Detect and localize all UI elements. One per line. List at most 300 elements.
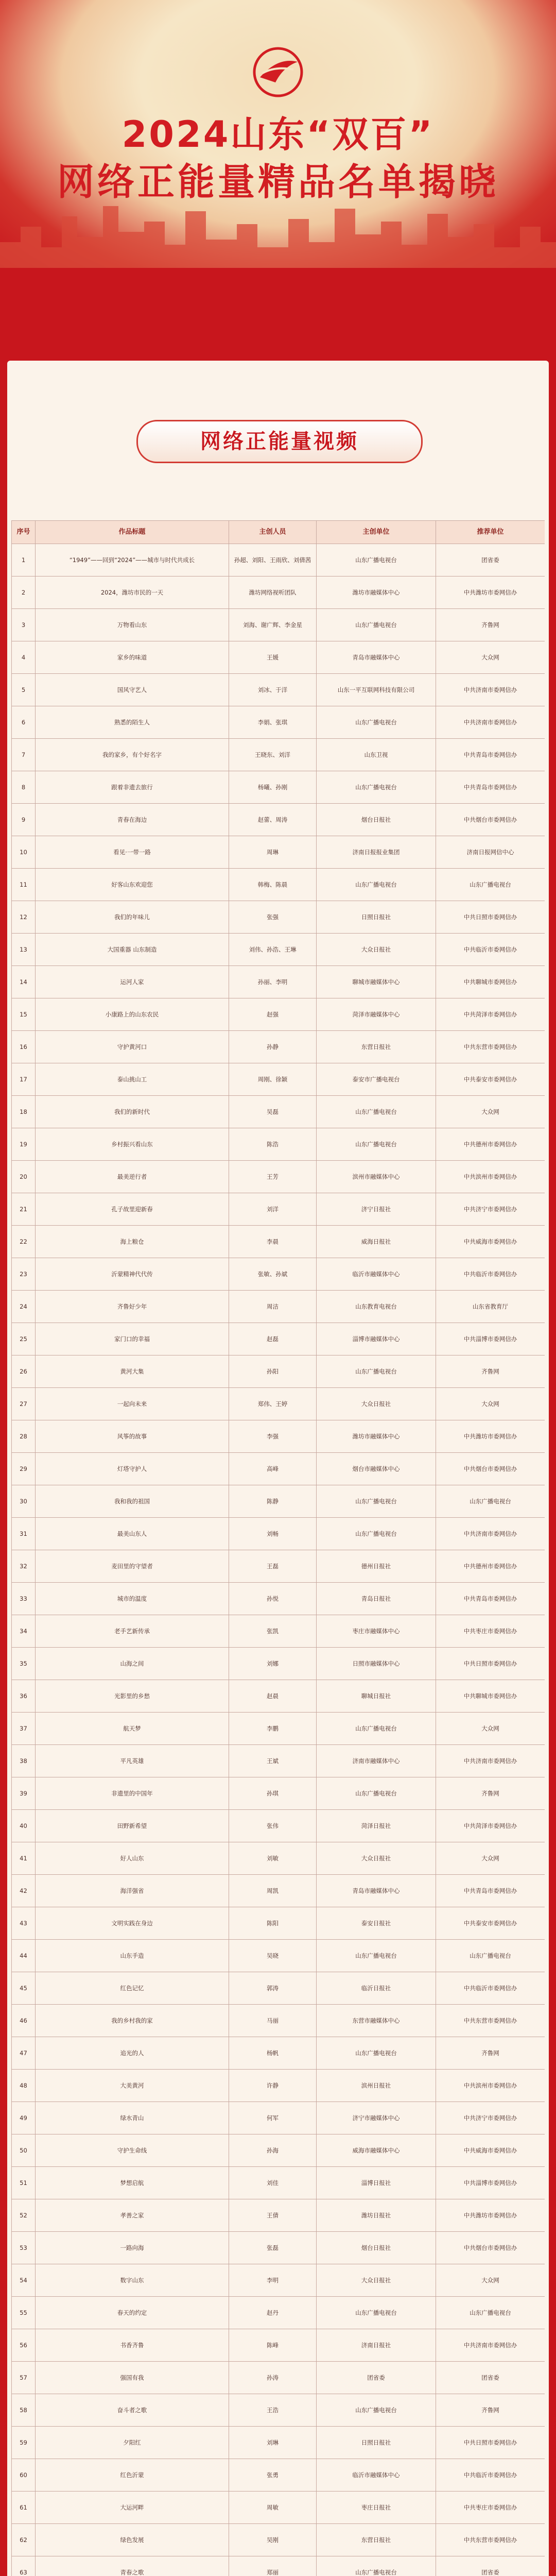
cell-creators: 王斌 xyxy=(229,1745,317,1777)
page-title-line-1: 2024山东“双百” xyxy=(121,113,435,156)
cell-index: 11 xyxy=(12,869,36,901)
cell-unit: 青岛日报社 xyxy=(317,1583,436,1615)
cell-unit: 山东广播电视台 xyxy=(317,771,436,804)
cell-index: 21 xyxy=(12,1193,36,1226)
cell-recommender: 中共日照市委网信办 xyxy=(436,2427,545,2459)
cell-creators: 孙涛 xyxy=(229,2362,317,2394)
cell-recommender: 山东广播电视台 xyxy=(436,869,545,901)
table-row xyxy=(12,934,545,966)
cell-title: 海洋强省 xyxy=(36,1875,229,1907)
table-row xyxy=(12,2394,545,2427)
cell-index: 7 xyxy=(12,739,36,771)
table-row xyxy=(12,1323,545,1355)
cell-creators: 何军 xyxy=(229,2102,317,2134)
cell-recommender: 中共枣庄市委网信办 xyxy=(436,2492,545,2524)
cell-recommender: 中共聊城市委网信办 xyxy=(436,966,545,998)
cell-recommender: 中共烟台市委网信办 xyxy=(436,804,545,836)
cell-index: 41 xyxy=(12,1842,36,1875)
cell-unit: 山东广播电视台 xyxy=(317,1940,436,1972)
cell-unit: 青岛市融媒体中心 xyxy=(317,641,436,674)
cell-creators: 张强 xyxy=(229,901,317,934)
cell-title: 运河人家 xyxy=(36,966,229,998)
cell-unit: 东营日报社 xyxy=(317,1031,436,1063)
table-row xyxy=(12,1258,545,1291)
cell-index: 30 xyxy=(12,1485,36,1518)
table-row xyxy=(12,1388,545,1420)
cell-unit: 枣庄日报社 xyxy=(317,2492,436,2524)
table-row xyxy=(12,2199,545,2232)
cell-index: 3 xyxy=(12,609,36,641)
cell-recommender: 中共枣庄市委网信办 xyxy=(436,1615,545,1648)
cell-recommender: 中共济宁市委网信办 xyxy=(436,2102,545,2134)
cell-recommender: 大众网 xyxy=(436,641,545,674)
cell-title: 数字山东 xyxy=(36,2264,229,2297)
cell-creators: 吴磊 xyxy=(229,1096,317,1128)
cell-unit: 济南日报社 xyxy=(317,2329,436,2362)
cell-title: 好人山东 xyxy=(36,1842,229,1875)
table-row xyxy=(12,1907,545,1940)
table-row xyxy=(12,2492,545,2524)
cell-title: 熟悉的陌生人 xyxy=(36,706,229,739)
cell-index: 49 xyxy=(12,2102,36,2134)
cell-unit: 大众日报社 xyxy=(317,1388,436,1420)
cell-recommender: 齐鲁网 xyxy=(436,2394,545,2427)
table-header-row xyxy=(12,521,545,544)
cell-creators: 赵丹 xyxy=(229,2297,317,2329)
table-row xyxy=(12,2362,545,2394)
cell-creators: 赵强 xyxy=(229,998,317,1031)
cell-recommender: 团省委 xyxy=(436,2362,545,2394)
cell-unit: 临沂市融媒体中心 xyxy=(317,1258,436,1291)
cell-unit: 山东广播电视台 xyxy=(317,1355,436,1388)
cell-creators: 张伟 xyxy=(229,1810,317,1842)
cell-index: 43 xyxy=(12,1907,36,1940)
cell-title: 航天梦 xyxy=(36,1713,229,1745)
cell-creators: 潍坊网络视听团队 xyxy=(229,577,317,609)
cell-unit: 山东广播电视台 xyxy=(317,2556,436,2576)
cell-unit: 聊城市融媒体中心 xyxy=(317,966,436,998)
cell-unit: 山东广播电视台 xyxy=(317,706,436,739)
cell-recommender: 中共济南市委网信办 xyxy=(436,706,545,739)
cell-creators: 周洁 xyxy=(229,1291,317,1323)
cell-recommender: 中共东营市委网信办 xyxy=(436,2524,545,2556)
cell-unit: 潍坊市融媒体中心 xyxy=(317,577,436,609)
cell-creators: 李鹏 xyxy=(229,1713,317,1745)
cell-recommender: 中共烟台市委网信办 xyxy=(436,1453,545,1485)
cell-index: 56 xyxy=(12,2329,36,2362)
cell-unit: 山东教育电视台 xyxy=(317,1291,436,1323)
cell-unit: 临沂市融媒体中心 xyxy=(317,2459,436,2492)
cell-unit: 德州日报社 xyxy=(317,1550,436,1583)
cell-title: 书香齐鲁 xyxy=(36,2329,229,2362)
cell-title: 我们的年味儿 xyxy=(36,901,229,934)
cell-recommender: 中共潍坊市委网信办 xyxy=(436,2199,545,2232)
cell-recommender: 中共德州市委网信办 xyxy=(436,1550,545,1583)
cell-index: 31 xyxy=(12,1518,36,1550)
cell-title: 田野新希望 xyxy=(36,1810,229,1842)
cell-unit: 枣庄市融媒体中心 xyxy=(317,1615,436,1648)
cell-index: 26 xyxy=(12,1355,36,1388)
cell-creators: 张勇 xyxy=(229,2459,317,2492)
cell-recommender: 中共威海市委网信办 xyxy=(436,2134,545,2167)
cell-creators: 郑伟、王婷 xyxy=(229,1388,317,1420)
cell-index: 33 xyxy=(12,1583,36,1615)
cell-unit: 淄博日报社 xyxy=(317,2167,436,2199)
cell-unit: 济宁市融媒体中心 xyxy=(317,2102,436,2134)
cell-index: 18 xyxy=(12,1096,36,1128)
table-row xyxy=(12,1777,545,1810)
page-title-line-2: 网络正能量精品名单揭晓 xyxy=(57,160,499,204)
cell-unit: 山东广播电视台 xyxy=(317,2394,436,2427)
cell-recommender: 齐鲁网 xyxy=(436,609,545,641)
header-banner xyxy=(0,0,556,268)
cell-index: 36 xyxy=(12,1680,36,1713)
cell-creators: 赵蕾、周涛 xyxy=(229,804,317,836)
cell-creators: 王磊 xyxy=(229,1550,317,1583)
column-header-index: 序号 xyxy=(12,521,36,544)
cell-creators: 吴晓 xyxy=(229,1940,317,1972)
cell-title: 奋斗者之歌 xyxy=(36,2394,229,2427)
cell-recommender: 山东广播电视台 xyxy=(436,2297,545,2329)
table-row xyxy=(12,2329,545,2362)
cell-recommender: 中共威海市委网信办 xyxy=(436,1226,545,1258)
cell-unit: 威海市融媒体中心 xyxy=(317,2134,436,2167)
table-row xyxy=(12,1031,545,1063)
cell-recommender: 中共临沂市委网信办 xyxy=(436,1972,545,2005)
cell-recommender: 中共烟台市委网信办 xyxy=(436,2232,545,2264)
cell-title: 麦田里的守望者 xyxy=(36,1550,229,1583)
table-row xyxy=(12,901,545,934)
cell-creators: 张凯 xyxy=(229,1615,317,1648)
cell-title: 最美山东人 xyxy=(36,1518,229,1550)
cell-title: 红色记忆 xyxy=(36,1972,229,2005)
cell-creators: 王晓东、刘洋 xyxy=(229,739,317,771)
cell-title: 大国重器 山东制造 xyxy=(36,934,229,966)
section-title: 网络正能量视频 xyxy=(136,420,423,463)
cell-index: 9 xyxy=(12,804,36,836)
cell-title: 孔子故里迎新春 xyxy=(36,1193,229,1226)
table-row xyxy=(12,1875,545,1907)
cell-unit: 山东广播电视台 xyxy=(317,1096,436,1128)
cell-recommender: 齐鲁网 xyxy=(436,2037,545,2070)
cell-unit: 山东广播电视台 xyxy=(317,869,436,901)
cell-creators: 孙超、刘阳、王雨欣、刘倩茜 xyxy=(229,544,317,577)
cell-unit: 山东一平互联网科技有限公司 xyxy=(317,674,436,706)
cell-unit: 菏泽日报社 xyxy=(317,1810,436,1842)
cell-title: 老手艺新传承 xyxy=(36,1615,229,1648)
table-row xyxy=(12,2232,545,2264)
cell-creators: 李娟、张琪 xyxy=(229,706,317,739)
cell-unit: 潍坊市融媒体中心 xyxy=(317,1420,436,1453)
cell-unit: 山东广播电视台 xyxy=(317,544,436,577)
table-row xyxy=(12,1745,545,1777)
cell-title: 万物看山东 xyxy=(36,609,229,641)
cell-creators: 刘伟、孙浩、王琳 xyxy=(229,934,317,966)
table-row xyxy=(12,2264,545,2297)
cell-index: 25 xyxy=(12,1323,36,1355)
cell-title: 山海之间 xyxy=(36,1648,229,1680)
cell-index: 27 xyxy=(12,1388,36,1420)
table-row xyxy=(12,869,545,901)
cell-unit: 菏泽市融媒体中心 xyxy=(317,998,436,1031)
cell-index: 50 xyxy=(12,2134,36,2167)
cell-creators: 王倩 xyxy=(229,2199,317,2232)
cell-recommender: 大众网 xyxy=(436,2264,545,2297)
cell-unit: 济宁日报社 xyxy=(317,1193,436,1226)
table-row xyxy=(12,1713,545,1745)
cell-recommender: 齐鲁网 xyxy=(436,1355,545,1388)
cell-recommender: 中共菏泽市委网信办 xyxy=(436,1810,545,1842)
cell-creators: 李晨 xyxy=(229,1226,317,1258)
cell-index: 34 xyxy=(12,1615,36,1648)
cell-title: 梦想启航 xyxy=(36,2167,229,2199)
cell-index: 47 xyxy=(12,2037,36,2070)
cell-creators: 孙静 xyxy=(229,1031,317,1063)
cell-recommender: 大众网 xyxy=(436,1842,545,1875)
cell-title: 守护黄河口 xyxy=(36,1031,229,1063)
cell-creators: 杨曦、孙刚 xyxy=(229,771,317,804)
cell-creators: 刘冰、于洋 xyxy=(229,674,317,706)
cell-unit: 烟台市融媒体中心 xyxy=(317,1453,436,1485)
cell-unit: 山东广播电视台 xyxy=(317,1485,436,1518)
cell-recommender: 中共青岛市委网信办 xyxy=(436,739,545,771)
cell-creators: 郭涛 xyxy=(229,1972,317,2005)
cell-creators: 李强 xyxy=(229,1420,317,1453)
cell-title: 绿水青山 xyxy=(36,2102,229,2134)
cell-unit: 山东广播电视台 xyxy=(317,609,436,641)
works-table xyxy=(11,520,545,2576)
table-row xyxy=(12,706,545,739)
cell-title: 黄河大集 xyxy=(36,1355,229,1388)
cell-creators: 刘洋 xyxy=(229,1193,317,1226)
cell-creators: 孙悦 xyxy=(229,1583,317,1615)
table-row xyxy=(12,1193,545,1226)
cell-unit: 滨州市融媒体中心 xyxy=(317,1161,436,1193)
cell-creators: 刘娜 xyxy=(229,1648,317,1680)
cell-title: 春天的约定 xyxy=(36,2297,229,2329)
cell-index: 39 xyxy=(12,1777,36,1810)
cell-recommender: 中共济南市委网信办 xyxy=(436,1518,545,1550)
cell-title: 灯塔守护人 xyxy=(36,1453,229,1485)
cell-title: 沂蒙精神代代传 xyxy=(36,1258,229,1291)
table-row xyxy=(12,1063,545,1096)
cell-unit: 山东广播电视台 xyxy=(317,1777,436,1810)
cell-recommender: 中共菏泽市委网信办 xyxy=(436,998,545,1031)
cell-creators: 张敏、孙斌 xyxy=(229,1258,317,1291)
table-row xyxy=(12,1453,545,1485)
cell-creators: 周琳 xyxy=(229,836,317,869)
cell-recommender: 中共日照市委网信办 xyxy=(436,1648,545,1680)
cell-title: 2024，潍坊市民的一天 xyxy=(36,577,229,609)
cell-creators: 郑丽 xyxy=(229,2556,317,2576)
cell-creators: 陈峰 xyxy=(229,2329,317,2362)
cell-creators: 孙琪 xyxy=(229,1777,317,1810)
cell-index: 35 xyxy=(12,1648,36,1680)
cell-title: 城市的温度 xyxy=(36,1583,229,1615)
cell-index: 20 xyxy=(12,1161,36,1193)
cell-unit: 威海日报社 xyxy=(317,1226,436,1258)
table-row xyxy=(12,1485,545,1518)
cell-index: 28 xyxy=(12,1420,36,1453)
table-row xyxy=(12,1842,545,1875)
cell-unit: 山东广播电视台 xyxy=(317,2297,436,2329)
cell-unit: 日照日报社 xyxy=(317,901,436,934)
table-row xyxy=(12,1518,545,1550)
table-row xyxy=(12,1648,545,1680)
cell-creators: 吴刚 xyxy=(229,2524,317,2556)
cell-index: 14 xyxy=(12,966,36,998)
cell-title: 跟着非遗去旅行 xyxy=(36,771,229,804)
cell-index: 4 xyxy=(12,641,36,674)
cell-creators: 刘海、谢广辉、李金星 xyxy=(229,609,317,641)
cell-recommender: 中共淄博市委网信办 xyxy=(436,1323,545,1355)
table-row xyxy=(12,739,545,771)
cell-recommender: 中共淄博市委网信办 xyxy=(436,2167,545,2199)
cell-index: 16 xyxy=(12,1031,36,1063)
cell-index: 45 xyxy=(12,1972,36,2005)
cell-unit: 东营市融媒体中心 xyxy=(317,2005,436,2037)
cell-title: 我的家乡，有个好名字 xyxy=(36,739,229,771)
cell-creators: 马丽 xyxy=(229,2005,317,2037)
cell-unit: 淄博市融媒体中心 xyxy=(317,1323,436,1355)
cell-index: 19 xyxy=(12,1128,36,1161)
cell-index: 61 xyxy=(12,2492,36,2524)
table-row xyxy=(12,998,545,1031)
cell-index: 58 xyxy=(12,2394,36,2427)
cell-index: 1 xyxy=(12,544,36,577)
table-row xyxy=(12,966,545,998)
column-header-creators: 主创人员 xyxy=(229,521,317,544)
column-header-title: 作品标题 xyxy=(36,521,229,544)
table-row xyxy=(12,1550,545,1583)
cell-index: 6 xyxy=(12,706,36,739)
cell-index: 12 xyxy=(12,901,36,934)
column-header-unit: 主创单位 xyxy=(317,521,436,544)
cell-title: 非遗里的中国年 xyxy=(36,1777,229,1810)
cell-index: 32 xyxy=(12,1550,36,1583)
table-row xyxy=(12,1972,545,2005)
cell-creators: 周敏 xyxy=(229,2492,317,2524)
cell-creators: 孙阳 xyxy=(229,1355,317,1388)
cell-index: 40 xyxy=(12,1810,36,1842)
table-row xyxy=(12,1420,545,1453)
logo-emblem-icon xyxy=(247,41,309,103)
cell-creators: 高峰 xyxy=(229,1453,317,1485)
cell-recommender: 中共青岛市委网信办 xyxy=(436,1583,545,1615)
table-row xyxy=(12,1615,545,1648)
cell-unit: 聊城日报社 xyxy=(317,1680,436,1713)
cell-index: 63 xyxy=(12,2556,36,2576)
cell-recommender: 济南日报网信中心 xyxy=(436,836,545,869)
cell-recommender: 中共临沂市委网信办 xyxy=(436,1258,545,1291)
cell-index: 55 xyxy=(12,2297,36,2329)
cell-recommender: 中共东营市委网信办 xyxy=(436,1031,545,1063)
cell-title: 孝善之家 xyxy=(36,2199,229,2232)
table-row xyxy=(12,1680,545,1713)
table-row xyxy=(12,2556,545,2576)
cell-recommender: 中共济宁市委网信办 xyxy=(436,1193,545,1226)
table-row xyxy=(12,2167,545,2199)
cell-unit: 东营日报社 xyxy=(317,2524,436,2556)
cell-unit: 山东广播电视台 xyxy=(317,1128,436,1161)
cell-unit: 潍坊日报社 xyxy=(317,2199,436,2232)
cell-unit: 大众日报社 xyxy=(317,934,436,966)
cell-index: 54 xyxy=(12,2264,36,2297)
cell-creators: 王媛 xyxy=(229,641,317,674)
cell-index: 8 xyxy=(12,771,36,804)
table-row xyxy=(12,1940,545,1972)
cell-recommender: 山东广播电视台 xyxy=(436,1485,545,1518)
cell-title: 红色沂蒙 xyxy=(36,2459,229,2492)
cell-creators: 陈阳 xyxy=(229,1907,317,1940)
cell-creators: 刘畅 xyxy=(229,1518,317,1550)
cell-title: 守护生命线 xyxy=(36,2134,229,2167)
cell-title: 大运河畔 xyxy=(36,2492,229,2524)
cell-index: 22 xyxy=(12,1226,36,1258)
cell-title: 我和我的祖国 xyxy=(36,1485,229,1518)
cell-creators: 杨帆 xyxy=(229,2037,317,2070)
table-body xyxy=(12,544,545,2576)
cell-unit: 山东卫视 xyxy=(317,739,436,771)
cell-recommender: 中共日照市委网信办 xyxy=(436,901,545,934)
table-row xyxy=(12,836,545,869)
cell-index: 46 xyxy=(12,2005,36,2037)
table-row xyxy=(12,609,545,641)
cell-title: 光影里的乡愁 xyxy=(36,1680,229,1713)
cell-recommender: 中共临沂市委网信办 xyxy=(436,934,545,966)
cell-unit: 山东广播电视台 xyxy=(317,1518,436,1550)
cell-index: 13 xyxy=(12,934,36,966)
cell-unit: 日照市融媒体中心 xyxy=(317,1648,436,1680)
cell-title: 追光的人 xyxy=(36,2037,229,2070)
cell-creators: 许静 xyxy=(229,2070,317,2102)
cell-unit: 日照日报社 xyxy=(317,2427,436,2459)
cell-title: 青春在海边 xyxy=(36,804,229,836)
cell-title: 绿色发展 xyxy=(36,2524,229,2556)
table-row xyxy=(12,771,545,804)
cell-index: 23 xyxy=(12,1258,36,1291)
table-row xyxy=(12,1226,545,1258)
cell-recommender: 中共济南市委网信办 xyxy=(436,1745,545,1777)
cell-index: 2 xyxy=(12,577,36,609)
cell-creators: 刘敏 xyxy=(229,1842,317,1875)
table-row xyxy=(12,1355,545,1388)
cell-recommender: 团省委 xyxy=(436,544,545,577)
cell-title: 家门口的幸福 xyxy=(36,1323,229,1355)
table-row xyxy=(12,1291,545,1323)
cell-index: 5 xyxy=(12,674,36,706)
cell-unit: 泰安市广播电视台 xyxy=(317,1063,436,1096)
cell-creators: 周刚、徐颖 xyxy=(229,1063,317,1096)
cell-creators: 李明 xyxy=(229,2264,317,2297)
cell-recommender: 中共济南市委网信办 xyxy=(436,2329,545,2362)
cell-title: 夕阳红 xyxy=(36,2427,229,2459)
cell-index: 38 xyxy=(12,1745,36,1777)
cell-creators: 韩梅、陈晨 xyxy=(229,869,317,901)
cell-recommender: 大众网 xyxy=(436,1713,545,1745)
cell-creators: 刘佳 xyxy=(229,2167,317,2199)
cell-index: 62 xyxy=(12,2524,36,2556)
cell-index: 17 xyxy=(12,1063,36,1096)
cell-index: 57 xyxy=(12,2362,36,2394)
cell-index: 37 xyxy=(12,1713,36,1745)
cell-creators: 陈静 xyxy=(229,1485,317,1518)
cell-recommender: 中共滨州市委网信办 xyxy=(436,1161,545,1193)
table-row xyxy=(12,2102,545,2134)
table-row xyxy=(12,2037,545,2070)
cell-recommender: 中共青岛市委网信办 xyxy=(436,771,545,804)
cell-unit: 山东广播电视台 xyxy=(317,2037,436,2070)
